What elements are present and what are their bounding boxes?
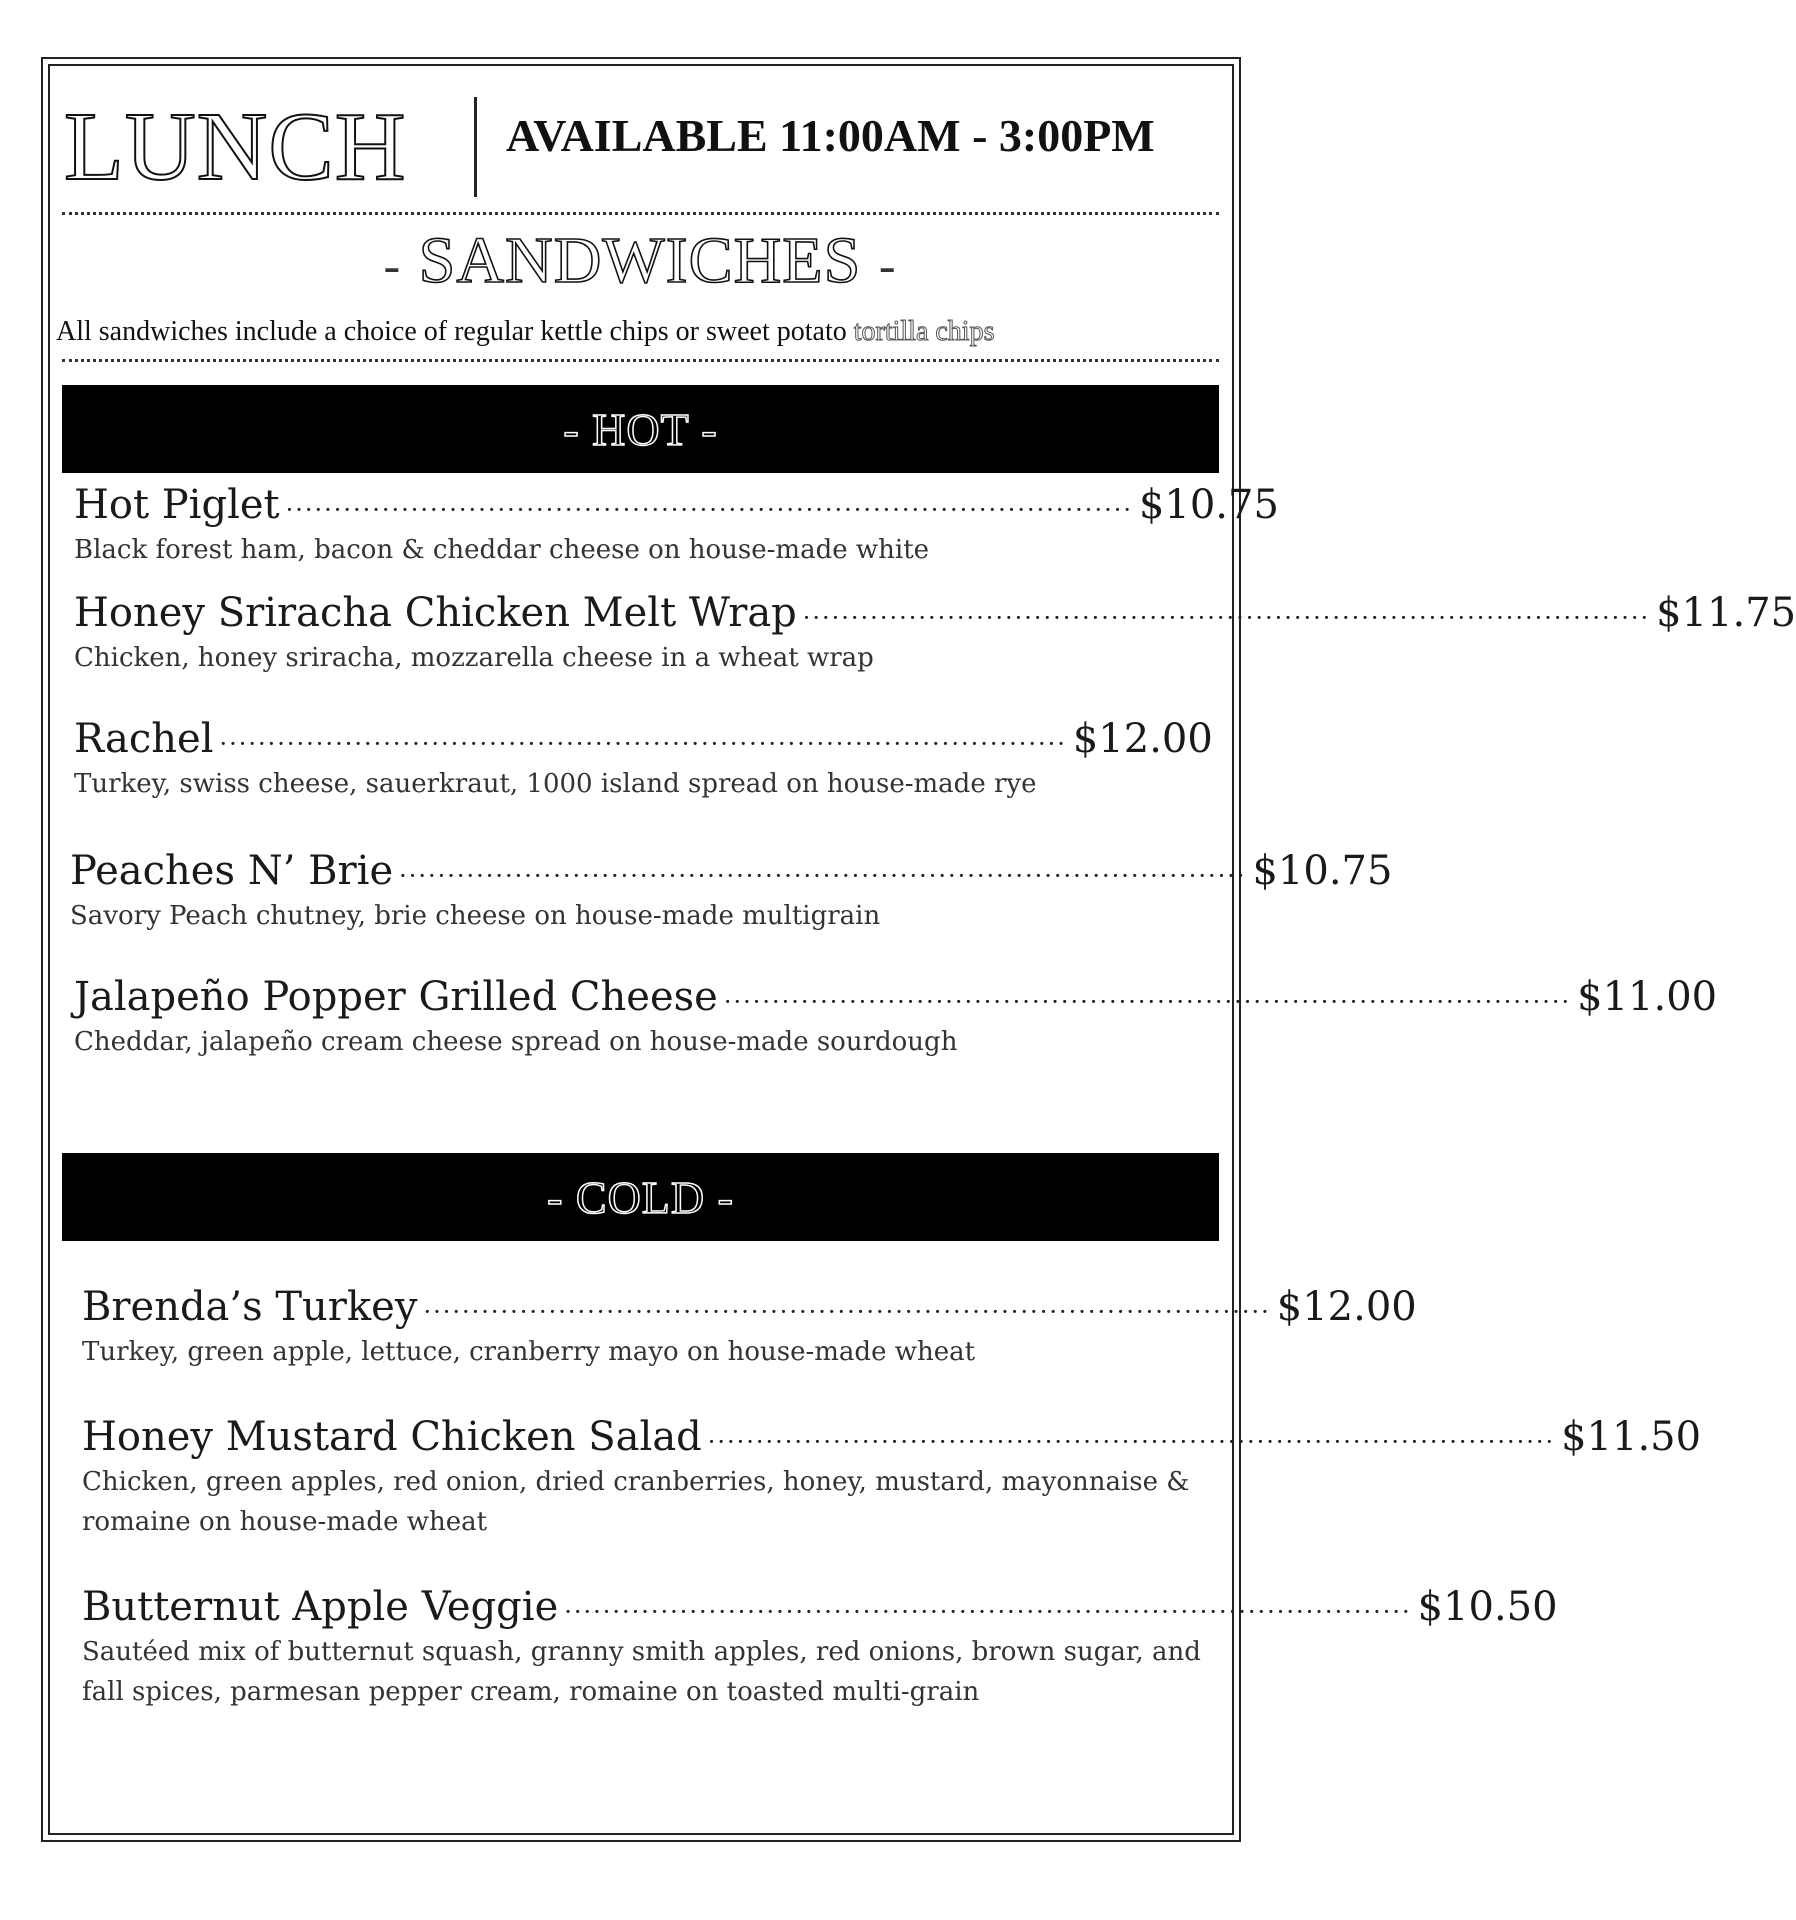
title-divider xyxy=(474,97,477,197)
section-note xyxy=(56,318,1226,346)
hot-header-bar xyxy=(62,385,1219,473)
item-price: $12.00 xyxy=(1276,1284,1417,1330)
dot-leader: ························································································ xyxy=(399,862,1247,890)
menu-item-honey-sriracha-wrap xyxy=(74,590,1796,678)
dot-leader: ························································································ xyxy=(219,730,1067,758)
section-note-emphasis: tortilla chips xyxy=(853,316,995,347)
cold-header-bar xyxy=(62,1153,1219,1241)
item-name: Honey Sriracha Chicken Melt Wrap xyxy=(74,590,797,636)
dot-leader: ························································································ xyxy=(707,1428,1556,1456)
item-price: $11.75 xyxy=(1656,590,1796,636)
item-name: Honey Mustard Chicken Salad xyxy=(82,1414,702,1460)
item-name: Brenda’s Turkey xyxy=(82,1284,418,1330)
item-name: Rachel xyxy=(74,716,214,762)
item-description: Chicken, green apples, red onion, dried cranberries, honey, mustard, mayonnaise & romaine on house-made wheat xyxy=(82,1467,1190,1538)
item-price: $11.50 xyxy=(1561,1414,1702,1460)
section-title: - SANDWICHES - xyxy=(383,224,897,297)
item-description: Cheddar, jalapeño cream cheese spread on house-made sourdough xyxy=(74,1027,958,1057)
cold-header-label: - COLD - xyxy=(547,1171,734,1223)
item-name: Butternut Apple Veggie xyxy=(82,1584,559,1630)
item-description: Chicken, honey sriracha, mozzarella cheese in a wheat wrap xyxy=(74,643,874,673)
menu-item-honey-mustard-chicken-salad xyxy=(82,1414,1702,1543)
item-name: Peaches N’ Brie xyxy=(70,848,394,894)
dot-leader: ························································································ xyxy=(423,1298,1271,1326)
menu-item-rachel xyxy=(74,716,1213,804)
item-description: Savory Peach chutney, brie cheese on house-made multigrain xyxy=(70,901,881,931)
menu-title: LUNCH xyxy=(64,93,407,201)
menu-item-jalapeno-popper xyxy=(74,974,1718,1062)
dotted-divider-bottom xyxy=(62,359,1219,362)
item-price: $10.50 xyxy=(1417,1584,1558,1630)
item-price: $11.00 xyxy=(1577,974,1718,1020)
item-description: Turkey, green apple, lettuce, cranberry mayo on house-made wheat xyxy=(82,1337,976,1367)
item-description: Turkey, swiss cheese, sauerkraut, 1000 island spread on house-made rye xyxy=(74,769,1037,799)
dot-leader: ························································································ xyxy=(564,1598,1412,1626)
item-name: Hot Piglet xyxy=(74,482,280,528)
hours-text: AVAILABLE 11:00AM - 3:00PM xyxy=(506,110,1155,161)
section-title-text: SANDWICHES xyxy=(418,224,862,297)
item-name: Jalapeño Popper Grilled Cheese xyxy=(74,974,718,1020)
item-price: $12.00 xyxy=(1072,716,1213,762)
dotted-divider-top xyxy=(62,212,1219,215)
item-price: $10.75 xyxy=(1138,482,1279,528)
section-note-text: All sandwiches include a choice of regular kettle chips or sweet potato xyxy=(56,316,847,347)
menu-item-butternut-apple-veggie xyxy=(82,1584,1558,1713)
item-price: $10.75 xyxy=(1252,848,1393,894)
item-description: Black forest ham, bacon & cheddar cheese on house-made white xyxy=(74,535,930,565)
menu-item-brendas-turkey xyxy=(82,1284,1417,1372)
item-description: Sautéed mix of butternut squash, granny smith apples, red onions, brown sugar, and fall spices, parmesan pepper cream, romaine on toasted multi-grain xyxy=(82,1637,1201,1708)
menu-item-peaches-n-brie xyxy=(70,848,1393,936)
dot-leader: ························································································ xyxy=(802,604,1651,632)
hot-header-label: - HOT - xyxy=(563,403,718,455)
dot-leader: ························································································ xyxy=(723,988,1572,1016)
menu-item-hot-piglet xyxy=(74,482,1279,570)
dot-leader: ························································································ xyxy=(285,496,1133,524)
